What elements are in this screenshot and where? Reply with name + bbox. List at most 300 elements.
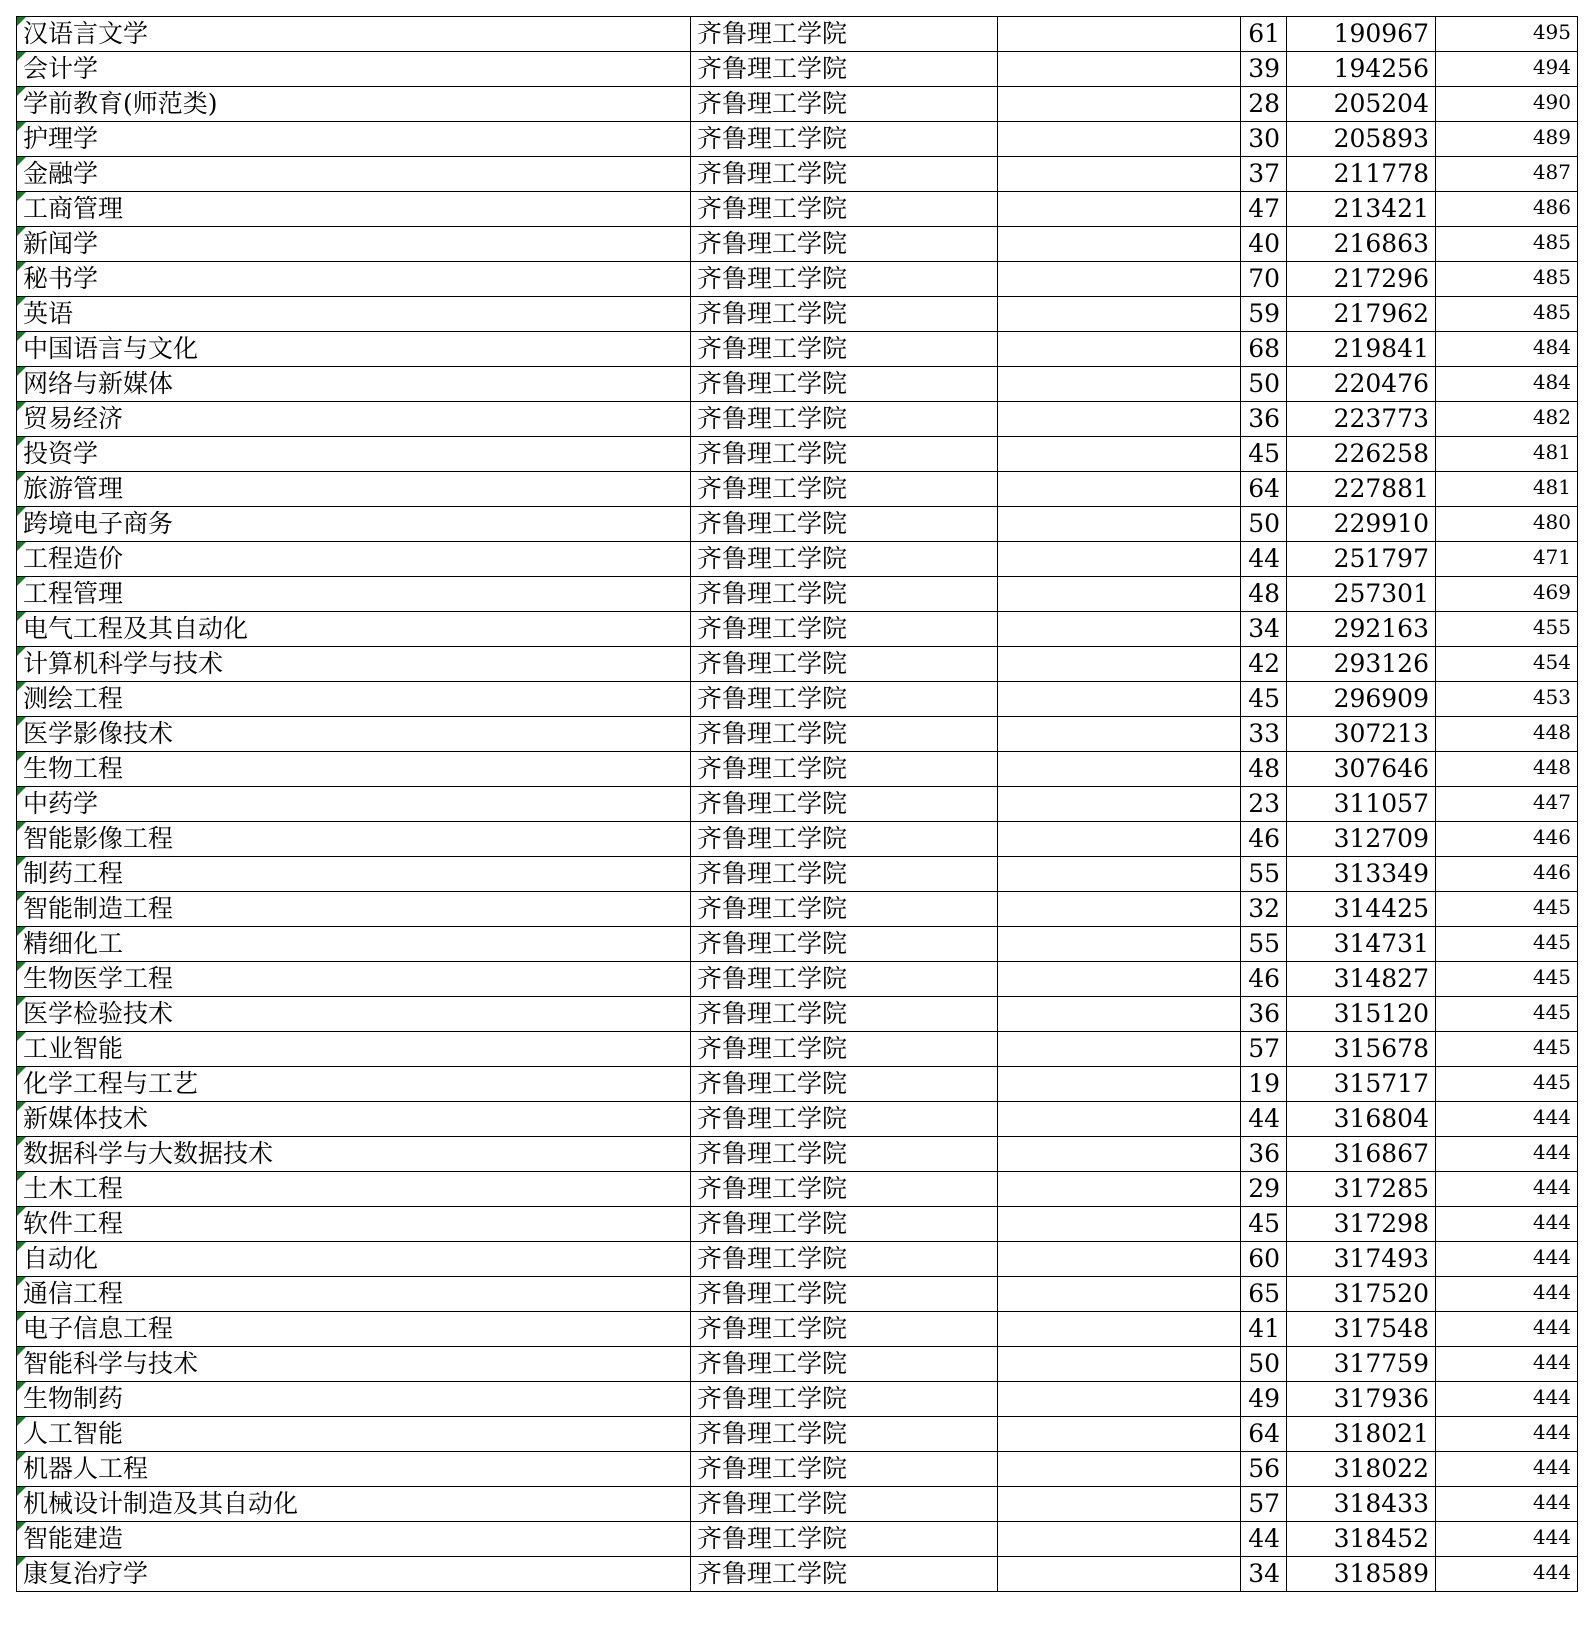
score-cell[interactable]: 445 [1436,962,1578,997]
school-cell[interactable]: 齐鲁理工学院 [691,262,998,297]
major-cell[interactable]: 人工智能 [17,1417,691,1452]
rank-cell[interactable]: 315717 [1287,1067,1436,1102]
major-cell[interactable]: 网络与新媒体 [17,367,691,402]
score-cell[interactable]: 448 [1436,752,1578,787]
major-cell[interactable]: 会计学 [17,52,691,87]
score-cell[interactable]: 485 [1436,297,1578,332]
major-cell[interactable]: 中国语言与文化 [17,332,691,367]
major-cell[interactable]: 智能建造 [17,1522,691,1557]
plan-count-cell[interactable]: 55 [1241,857,1287,892]
school-cell[interactable]: 齐鲁理工学院 [691,507,998,542]
major-cell[interactable]: 智能科学与技术 [17,1347,691,1382]
school-cell[interactable]: 齐鲁理工学院 [691,857,998,892]
table-row [17,927,1578,962]
score-cell[interactable]: 481 [1436,437,1578,472]
score-cell[interactable]: 487 [1436,157,1578,192]
table-row [17,1277,1578,1312]
table-row [17,1032,1578,1067]
school-cell[interactable]: 齐鲁理工学院 [691,1137,998,1172]
blank-cell[interactable] [998,332,1241,367]
rank-cell[interactable]: 318452 [1287,1522,1436,1557]
major-cell[interactable]: 旅游管理 [17,472,691,507]
plan-count-cell[interactable]: 30 [1241,122,1287,157]
plan-count-cell[interactable]: 48 [1241,752,1287,787]
blank-cell[interactable] [998,647,1241,682]
rank-cell[interactable]: 307213 [1287,717,1436,752]
plan-count-cell[interactable]: 36 [1241,997,1287,1032]
rank-cell[interactable]: 317285 [1287,1172,1436,1207]
blank-cell[interactable] [998,1417,1241,1452]
score-cell[interactable]: 445 [1436,1067,1578,1102]
plan-count-cell[interactable]: 41 [1241,1312,1287,1347]
blank-cell[interactable] [998,1242,1241,1277]
spreadsheet-table [16,16,1578,1592]
rank-cell[interactable]: 219841 [1287,332,1436,367]
plan-count-cell[interactable]: 70 [1241,262,1287,297]
rank-cell[interactable]: 317548 [1287,1312,1436,1347]
major-cell[interactable]: 秘书学 [17,262,691,297]
blank-cell[interactable] [998,997,1241,1032]
score-cell[interactable]: 494 [1436,52,1578,87]
major-cell[interactable]: 康复治疗学 [17,1557,691,1592]
rank-cell[interactable]: 315120 [1287,997,1436,1032]
blank-cell[interactable] [998,402,1241,437]
plan-count-cell[interactable]: 23 [1241,787,1287,822]
plan-count-cell[interactable]: 56 [1241,1452,1287,1487]
score-cell[interactable]: 484 [1436,332,1578,367]
blank-cell[interactable] [998,157,1241,192]
major-cell[interactable]: 护理学 [17,122,691,157]
major-cell[interactable]: 学前教育(师范类) [17,87,691,122]
plan-count-cell[interactable]: 60 [1241,1242,1287,1277]
blank-cell[interactable] [998,1102,1241,1137]
plan-count-cell[interactable]: 48 [1241,577,1287,612]
blank-cell[interactable] [998,577,1241,612]
blank-cell[interactable] [998,1067,1241,1102]
plan-count-cell[interactable]: 46 [1241,822,1287,857]
plan-count-cell[interactable]: 45 [1241,437,1287,472]
score-cell[interactable]: 446 [1436,857,1578,892]
rank-cell[interactable]: 318022 [1287,1452,1436,1487]
major-cell[interactable]: 数据科学与大数据技术 [17,1137,691,1172]
blank-cell[interactable] [998,1277,1241,1312]
rank-cell[interactable]: 205204 [1287,87,1436,122]
rank-cell[interactable]: 317493 [1287,1242,1436,1277]
blank-cell[interactable] [998,787,1241,822]
school-cell[interactable]: 齐鲁理工学院 [691,577,998,612]
school-cell[interactable]: 齐鲁理工学院 [691,1487,998,1522]
rank-cell[interactable]: 316804 [1287,1102,1436,1137]
major-cell[interactable]: 制药工程 [17,857,691,892]
major-cell[interactable]: 智能制造工程 [17,892,691,927]
plan-count-cell[interactable]: 45 [1241,682,1287,717]
plan-count-cell[interactable]: 36 [1241,402,1287,437]
school-cell[interactable]: 齐鲁理工学院 [691,227,998,262]
major-cell[interactable]: 新闻学 [17,227,691,262]
blank-cell[interactable] [998,682,1241,717]
rank-cell[interactable]: 211778 [1287,157,1436,192]
rank-cell[interactable]: 313349 [1287,857,1436,892]
table-row [17,997,1578,1032]
school-cell[interactable]: 齐鲁理工学院 [691,542,998,577]
major-cell[interactable]: 医学检验技术 [17,997,691,1032]
school-cell[interactable]: 齐鲁理工学院 [691,752,998,787]
score-cell[interactable]: 444 [1436,1557,1578,1592]
score-cell[interactable]: 471 [1436,542,1578,577]
rank-cell[interactable]: 311057 [1287,787,1436,822]
major-cell[interactable]: 智能影像工程 [17,822,691,857]
score-cell[interactable]: 495 [1436,17,1578,52]
blank-cell[interactable] [998,1347,1241,1382]
school-cell[interactable]: 齐鲁理工学院 [691,612,998,647]
table-row [17,367,1578,402]
blank-cell[interactable] [998,1382,1241,1417]
score-cell[interactable]: 444 [1436,1102,1578,1137]
score-cell[interactable]: 480 [1436,507,1578,542]
plan-count-cell[interactable]: 50 [1241,507,1287,542]
rank-cell[interactable]: 213421 [1287,192,1436,227]
school-cell[interactable]: 齐鲁理工学院 [691,52,998,87]
score-cell[interactable]: 445 [1436,892,1578,927]
rank-cell[interactable]: 293126 [1287,647,1436,682]
rank-cell[interactable]: 314827 [1287,962,1436,997]
blank-cell[interactable] [998,962,1241,997]
major-cell[interactable]: 生物制药 [17,1382,691,1417]
table-row [17,227,1578,262]
table-row [17,122,1578,157]
plan-count-cell[interactable]: 32 [1241,892,1287,927]
school-cell[interactable]: 齐鲁理工学院 [691,822,998,857]
plan-count-cell[interactable]: 50 [1241,367,1287,402]
score-cell[interactable]: 444 [1436,1522,1578,1557]
school-cell[interactable]: 齐鲁理工学院 [691,682,998,717]
rank-cell[interactable]: 314425 [1287,892,1436,927]
rank-cell[interactable]: 227881 [1287,472,1436,507]
score-cell[interactable]: 489 [1436,122,1578,157]
major-cell[interactable]: 测绘工程 [17,682,691,717]
major-cell[interactable]: 新媒体技术 [17,1102,691,1137]
score-cell[interactable]: 444 [1436,1137,1578,1172]
plan-count-cell[interactable]: 29 [1241,1172,1287,1207]
table-row [17,437,1578,472]
plan-count-cell[interactable]: 44 [1241,1522,1287,1557]
table-row [17,1347,1578,1382]
rank-cell[interactable]: 251797 [1287,542,1436,577]
school-cell[interactable]: 齐鲁理工学院 [691,1032,998,1067]
score-cell[interactable]: 485 [1436,262,1578,297]
school-cell[interactable]: 齐鲁理工学院 [691,1277,998,1312]
plan-count-cell[interactable]: 34 [1241,1557,1287,1592]
blank-cell[interactable] [998,1137,1241,1172]
score-cell[interactable]: 446 [1436,822,1578,857]
major-cell[interactable]: 投资学 [17,437,691,472]
blank-cell[interactable] [998,227,1241,262]
blank-cell[interactable] [998,122,1241,157]
plan-count-cell[interactable]: 40 [1241,227,1287,262]
score-cell[interactable]: 444 [1436,1312,1578,1347]
school-cell[interactable]: 齐鲁理工学院 [691,962,998,997]
rank-cell[interactable]: 317936 [1287,1382,1436,1417]
blank-cell[interactable] [998,367,1241,402]
table-row [17,717,1578,752]
table-row [17,507,1578,542]
plan-count-cell[interactable]: 57 [1241,1032,1287,1067]
major-cell[interactable]: 跨境电子商务 [17,507,691,542]
score-cell[interactable]: 444 [1436,1452,1578,1487]
blank-cell[interactable] [998,52,1241,87]
school-cell[interactable]: 齐鲁理工学院 [691,437,998,472]
school-cell[interactable]: 齐鲁理工学院 [691,367,998,402]
score-cell[interactable]: 454 [1436,647,1578,682]
school-cell[interactable]: 齐鲁理工学院 [691,1522,998,1557]
blank-cell[interactable] [998,927,1241,962]
blank-cell[interactable] [998,857,1241,892]
plan-count-cell[interactable]: 55 [1241,927,1287,962]
score-cell[interactable]: 484 [1436,367,1578,402]
school-cell[interactable]: 齐鲁理工学院 [691,1382,998,1417]
rank-cell[interactable]: 205893 [1287,122,1436,157]
blank-cell[interactable] [998,542,1241,577]
blank-cell[interactable] [998,87,1241,122]
rank-cell[interactable]: 316867 [1287,1137,1436,1172]
score-cell[interactable]: 482 [1436,402,1578,437]
major-cell[interactable]: 精细化工 [17,927,691,962]
table-row [17,1452,1578,1487]
blank-cell[interactable] [998,437,1241,472]
plan-count-cell[interactable]: 68 [1241,332,1287,367]
score-cell[interactable]: 444 [1436,1417,1578,1452]
blank-cell[interactable] [998,717,1241,752]
school-cell[interactable]: 齐鲁理工学院 [691,1347,998,1382]
blank-cell[interactable] [998,1312,1241,1347]
plan-count-cell[interactable]: 45 [1241,1207,1287,1242]
school-cell[interactable]: 齐鲁理工学院 [691,122,998,157]
major-cell[interactable]: 生物医学工程 [17,962,691,997]
score-cell[interactable]: 445 [1436,927,1578,962]
rank-cell[interactable]: 296909 [1287,682,1436,717]
blank-cell[interactable] [998,192,1241,227]
blank-cell[interactable] [998,17,1241,52]
blank-cell[interactable] [998,472,1241,507]
rank-cell[interactable]: 257301 [1287,577,1436,612]
blank-cell[interactable] [998,1032,1241,1067]
school-cell[interactable]: 齐鲁理工学院 [691,892,998,927]
blank-cell[interactable] [998,1522,1241,1557]
plan-count-cell[interactable]: 64 [1241,1417,1287,1452]
blank-cell[interactable] [998,507,1241,542]
table-row [17,1137,1578,1172]
major-cell[interactable]: 计算机科学与技术 [17,647,691,682]
school-cell[interactable]: 齐鲁理工学院 [691,297,998,332]
rank-cell[interactable]: 318433 [1287,1487,1436,1522]
score-cell[interactable]: 444 [1436,1277,1578,1312]
rank-cell[interactable]: 217296 [1287,262,1436,297]
score-cell[interactable]: 485 [1436,227,1578,262]
school-cell[interactable]: 齐鲁理工学院 [691,472,998,507]
major-cell[interactable]: 机器人工程 [17,1452,691,1487]
major-cell[interactable]: 英语 [17,297,691,332]
rank-cell[interactable]: 226258 [1287,437,1436,472]
rank-cell[interactable]: 314731 [1287,927,1436,962]
blank-cell[interactable] [998,892,1241,927]
rank-cell[interactable]: 217962 [1287,297,1436,332]
major-cell[interactable]: 中药学 [17,787,691,822]
school-cell[interactable]: 齐鲁理工学院 [691,1207,998,1242]
table-row [17,157,1578,192]
blank-cell[interactable] [998,297,1241,332]
blank-cell[interactable] [998,752,1241,787]
plan-count-cell[interactable]: 28 [1241,87,1287,122]
plan-count-cell[interactable]: 44 [1241,1102,1287,1137]
school-cell[interactable]: 齐鲁理工学院 [691,157,998,192]
rank-cell[interactable]: 190967 [1287,17,1436,52]
plan-count-cell[interactable]: 57 [1241,1487,1287,1522]
table-row [17,682,1578,717]
school-cell[interactable]: 齐鲁理工学院 [691,997,998,1032]
school-cell[interactable]: 齐鲁理工学院 [691,1067,998,1102]
table-row [17,1382,1578,1417]
table-row [17,1172,1578,1207]
major-cell[interactable]: 工商管理 [17,192,691,227]
major-cell[interactable]: 电气工程及其自动化 [17,612,691,647]
score-cell[interactable]: 469 [1436,577,1578,612]
table-body [17,17,1578,1592]
school-cell[interactable]: 齐鲁理工学院 [691,1312,998,1347]
score-cell[interactable]: 444 [1436,1207,1578,1242]
plan-count-cell[interactable]: 49 [1241,1382,1287,1417]
table-row [17,87,1578,122]
major-cell[interactable]: 工业智能 [17,1032,691,1067]
school-cell[interactable]: 齐鲁理工学院 [691,17,998,52]
blank-cell[interactable] [998,1172,1241,1207]
table-row [17,332,1578,367]
school-cell[interactable]: 齐鲁理工学院 [691,192,998,227]
table-row [17,892,1578,927]
school-cell[interactable]: 齐鲁理工学院 [691,927,998,962]
plan-count-cell[interactable]: 64 [1241,472,1287,507]
score-cell[interactable]: 444 [1436,1347,1578,1382]
plan-count-cell[interactable]: 65 [1241,1277,1287,1312]
school-cell[interactable]: 齐鲁理工学院 [691,1557,998,1592]
plan-count-cell[interactable]: 39 [1241,52,1287,87]
plan-count-cell[interactable]: 33 [1241,717,1287,752]
major-cell[interactable]: 工程造价 [17,542,691,577]
school-cell[interactable]: 齐鲁理工学院 [691,332,998,367]
score-cell[interactable]: 453 [1436,682,1578,717]
rank-cell[interactable]: 317520 [1287,1277,1436,1312]
rank-cell[interactable]: 317298 [1287,1207,1436,1242]
plan-count-cell[interactable]: 50 [1241,1347,1287,1382]
school-cell[interactable]: 齐鲁理工学院 [691,1172,998,1207]
score-cell[interactable]: 445 [1436,997,1578,1032]
plan-count-cell[interactable]: 37 [1241,157,1287,192]
blank-cell[interactable] [998,822,1241,857]
school-cell[interactable]: 齐鲁理工学院 [691,1417,998,1452]
rank-cell[interactable]: 194256 [1287,52,1436,87]
major-cell[interactable]: 生物工程 [17,752,691,787]
score-cell[interactable]: 444 [1436,1487,1578,1522]
plan-count-cell[interactable]: 59 [1241,297,1287,332]
blank-cell[interactable] [998,1487,1241,1522]
school-cell[interactable]: 齐鲁理工学院 [691,787,998,822]
rank-cell[interactable]: 315678 [1287,1032,1436,1067]
rank-cell[interactable]: 229910 [1287,507,1436,542]
table-row [17,472,1578,507]
score-cell[interactable]: 447 [1436,787,1578,822]
major-cell[interactable]: 工程管理 [17,577,691,612]
plan-count-cell[interactable]: 46 [1241,962,1287,997]
school-cell[interactable]: 齐鲁理工学院 [691,1452,998,1487]
school-cell[interactable]: 齐鲁理工学院 [691,1242,998,1277]
major-cell[interactable]: 机械设计制造及其自动化 [17,1487,691,1522]
major-cell[interactable]: 贸易经济 [17,402,691,437]
rank-cell[interactable]: 318589 [1287,1557,1436,1592]
rank-cell[interactable]: 220476 [1287,367,1436,402]
table-row [17,52,1578,87]
rank-cell[interactable]: 307646 [1287,752,1436,787]
score-cell[interactable]: 448 [1436,717,1578,752]
plan-count-cell[interactable]: 44 [1241,542,1287,577]
score-cell[interactable]: 444 [1436,1242,1578,1277]
major-cell[interactable]: 土木工程 [17,1172,691,1207]
plan-count-cell[interactable]: 34 [1241,612,1287,647]
plan-count-cell[interactable]: 42 [1241,647,1287,682]
major-cell[interactable]: 自动化 [17,1242,691,1277]
rank-cell[interactable]: 312709 [1287,822,1436,857]
plan-count-cell[interactable]: 36 [1241,1137,1287,1172]
table-row [17,1067,1578,1102]
blank-cell[interactable] [998,1557,1241,1592]
major-cell[interactable]: 软件工程 [17,1207,691,1242]
major-cell[interactable]: 化学工程与工艺 [17,1067,691,1102]
school-cell[interactable]: 齐鲁理工学院 [691,402,998,437]
major-cell[interactable]: 电子信息工程 [17,1312,691,1347]
blank-cell[interactable] [998,612,1241,647]
table-row [17,1557,1578,1592]
major-cell[interactable]: 医学影像技术 [17,717,691,752]
score-cell[interactable]: 481 [1436,472,1578,507]
rank-cell[interactable]: 292163 [1287,612,1436,647]
plan-count-cell[interactable]: 47 [1241,192,1287,227]
score-cell[interactable]: 444 [1436,1382,1578,1417]
rank-cell[interactable]: 317759 [1287,1347,1436,1382]
major-cell[interactable]: 汉语言文学 [17,17,691,52]
blank-cell[interactable] [998,1452,1241,1487]
school-cell[interactable]: 齐鲁理工学院 [691,647,998,682]
school-cell[interactable]: 齐鲁理工学院 [691,87,998,122]
score-cell[interactable]: 455 [1436,612,1578,647]
score-cell[interactable]: 486 [1436,192,1578,227]
table-row [17,1207,1578,1242]
score-cell[interactable]: 444 [1436,1172,1578,1207]
major-cell[interactable]: 金融学 [17,157,691,192]
table-row [17,17,1578,52]
rank-cell[interactable]: 216863 [1287,227,1436,262]
score-cell[interactable]: 445 [1436,1032,1578,1067]
blank-cell[interactable] [998,1207,1241,1242]
plan-count-cell[interactable]: 19 [1241,1067,1287,1102]
school-cell[interactable]: 齐鲁理工学院 [691,717,998,752]
plan-count-cell[interactable]: 61 [1241,17,1287,52]
score-cell[interactable]: 490 [1436,87,1578,122]
table-row [17,647,1578,682]
school-cell[interactable]: 齐鲁理工学院 [691,1102,998,1137]
table-row [17,612,1578,647]
rank-cell[interactable]: 223773 [1287,402,1436,437]
blank-cell[interactable] [998,262,1241,297]
rank-cell[interactable]: 318021 [1287,1417,1436,1452]
major-cell[interactable]: 通信工程 [17,1277,691,1312]
